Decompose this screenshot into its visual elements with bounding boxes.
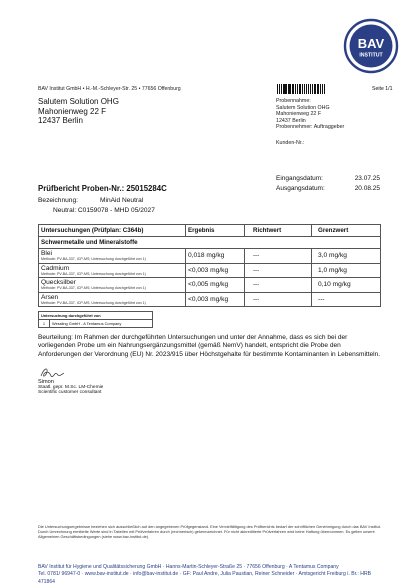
barcode-bar [284, 84, 286, 94]
table-row [39, 249, 381, 264]
barcode-bar [293, 84, 294, 94]
table-row [39, 263, 381, 278]
header-test: Untersuchungen (Prüfplan: C364b) [39, 225, 186, 237]
parameter-name: Quecksilber [41, 279, 76, 286]
barcode [277, 84, 345, 94]
issue-date-label: Ausgangsdatum: [276, 185, 325, 192]
lab-reference-header: Untersuchung durchgeführt von [39, 312, 153, 320]
barcode-bar [312, 84, 313, 94]
disclaimer-text: Die Untersuchungsergebnisse beziehen sich ausschließlich auf den angegebenen Prüfgegenstand. Eine Vervielfältigung des Prüfberichts bedarf der schriftlichen Genehmigung durch das BAV Institut. Durch Umrechnung ermittelte Werte sind in Tabellen mit Prüfverfahren durch (rechnerisch) gekennzeichnet. Für nicht akkreditierte Prüfverfahren wird keine Haftung übernommen. Es gelten unsere Allgemeinen Geschäftsbedingungen (siehe www.bav-institut.de). [38, 524, 381, 539]
recipient-street: Mahonienweg 22 F [38, 106, 107, 116]
signer-role: Scientific customer consultant [38, 390, 102, 395]
result-value: <0,003 mg/kg [188, 295, 229, 303]
signature-block [38, 380, 103, 395]
barcode-bar [283, 84, 284, 94]
barcode-bar [308, 84, 309, 94]
footer-line-2: Tel. 0781/ 96947-0 · www.bav-institut.de · info@bav-institut.de · GF: Paul Andre, Julia Paustian, Reiner Schneider · Amtsgericht Freiburg i. Br.: HRB 471864 [38, 571, 372, 585]
bav-institut-logo [343, 18, 399, 74]
method-text: Methode: PV-BA-337, ICP-MS; Untersuchung durchgeführt von 1) [41, 271, 146, 276]
footer [38, 564, 383, 586]
designation-value: MinAid Neutral [100, 197, 144, 204]
recipient-city: 12437 Berlin [38, 116, 83, 125]
barcode-bar [317, 84, 319, 94]
header-limit-value: Grenzwert [312, 225, 381, 237]
logo-text-bav: BAV [357, 36, 385, 51]
receipt-date-value: 23.07.25 [354, 175, 380, 182]
parameter-name: Cadmium [41, 264, 70, 272]
sampler: Probennehmer: Auftraggeber [276, 124, 345, 130]
sampling-name: Salutem Solution OHG [276, 104, 330, 111]
signer-title: Staatl. gepr. M.Sc. LM-Chemie [38, 385, 104, 390]
barcode-bar [289, 84, 290, 94]
barcode-bar [314, 84, 315, 94]
recipient-address [38, 97, 119, 126]
result-value: <0,005 mg/kg [188, 281, 229, 289]
barcode-bar [324, 84, 325, 94]
results-table [38, 224, 381, 307]
signer-name: Simon [38, 379, 54, 385]
recipient-name: Salutem Solution OHG [38, 97, 119, 106]
parameter-name: Blei [41, 250, 52, 257]
barcode-bar [288, 84, 289, 94]
receipt-date-label: Eingangsdatum: [276, 175, 323, 182]
report-title: Prüfbericht Proben-Nr.: 25015284C [38, 184, 167, 193]
barcode-bar [322, 84, 323, 94]
sampling-street: Mahonienweg 22 F [276, 111, 322, 117]
barcode-bar [292, 84, 293, 94]
barcode-bar [295, 84, 296, 94]
group-title: Schwermetalle und Mineralstoffe [39, 237, 381, 249]
sender-line: BAV Institut GmbH • H.-M.-Schleyer-Str. 25 • 77656 Offenburg [38, 86, 181, 92]
dates-block [276, 174, 380, 194]
sampling-block [276, 98, 344, 131]
logo-text-institut: INSTITUT [359, 52, 383, 59]
guide-value: --- [245, 292, 312, 307]
result-value: 0,018 mg/kg [188, 252, 225, 260]
lab-reference-table [38, 311, 153, 328]
lab-reference-name: Wessling GmbH - A Tentamus Company [50, 320, 153, 328]
designation-detail: Neutral: C0159078 - MHD 05/2027 [53, 207, 155, 214]
table-row [39, 292, 381, 307]
barcode-bar [281, 84, 282, 94]
sampling-city: 12437 Berlin [276, 117, 306, 124]
limit-value: 1,0 mg/kg [318, 266, 347, 274]
barcode-bar [299, 84, 301, 94]
guide-value: --- [245, 249, 312, 264]
limit-value: 0,10 mg/kg [318, 281, 351, 289]
method-text: Methode: PV-BA-337, ICP-MS; Untersuchung durchgeführt von 1) [41, 257, 146, 261]
barcode-bar [310, 84, 311, 94]
assessment-text: Beurteilung: Im Rahmen der durchgeführten Untersuchungen und unter der Annahme, dass es sich bei der vorliegenden Probe um ein Nahrungsergänzungsmittel (gemäß NemV) handelt, entspricht die Probe den Anforderungen der Verordnung (EU) Nr. 2023/915 über Höchstgehalte für bestimmte Kontaminanten in Lebensmitteln. [38, 334, 381, 358]
barcode-bar [297, 84, 298, 94]
parameter-name: Arsen [41, 293, 59, 301]
designation-label: Bezeichnung: [38, 197, 78, 204]
lab-reference-number: 1 [39, 320, 50, 328]
table-row [39, 278, 381, 293]
issue-date-value: 20.08.25 [354, 185, 380, 192]
customer-number: Kunden-Nr.: [276, 140, 305, 146]
limit-value: --- [318, 295, 325, 303]
header-result: Ergebnis [186, 225, 245, 237]
footer-line-1: BAV Institut für Hygiene und Qualitätssicherung GmbH · Hanns-Martin-Schleyer-Straße 25 · 77656 Offenburg · A Tentamus Company [38, 564, 339, 570]
group-row [39, 237, 381, 249]
barcode-bar [302, 84, 303, 94]
barcode-bar [320, 84, 321, 94]
page-number: Seite 1/1 [372, 86, 393, 92]
designation-block [38, 196, 155, 216]
barcode-bar [277, 84, 278, 94]
limit-value: 3,0 mg/kg [318, 252, 347, 260]
barcode-bar [304, 84, 305, 94]
guide-value: --- [245, 263, 312, 278]
barcode-bar [306, 84, 307, 94]
method-text: Methode: PV-BA-337, ICP-MS; Untersuchung durchgeführt von 1) [41, 286, 146, 290]
sampling-label: Probennahme: [276, 98, 311, 104]
barcode-bar [315, 84, 316, 94]
header-guide-value: Richtwert [245, 225, 312, 237]
barcode-bar [279, 84, 280, 94]
method-text: Methode: PV-BA-337, ICP-MS; Untersuchung durchgeführt von 1) [41, 300, 146, 305]
guide-value: --- [245, 278, 312, 293]
result-value: <0,003 mg/kg [188, 266, 229, 274]
results-header-row [39, 225, 381, 237]
